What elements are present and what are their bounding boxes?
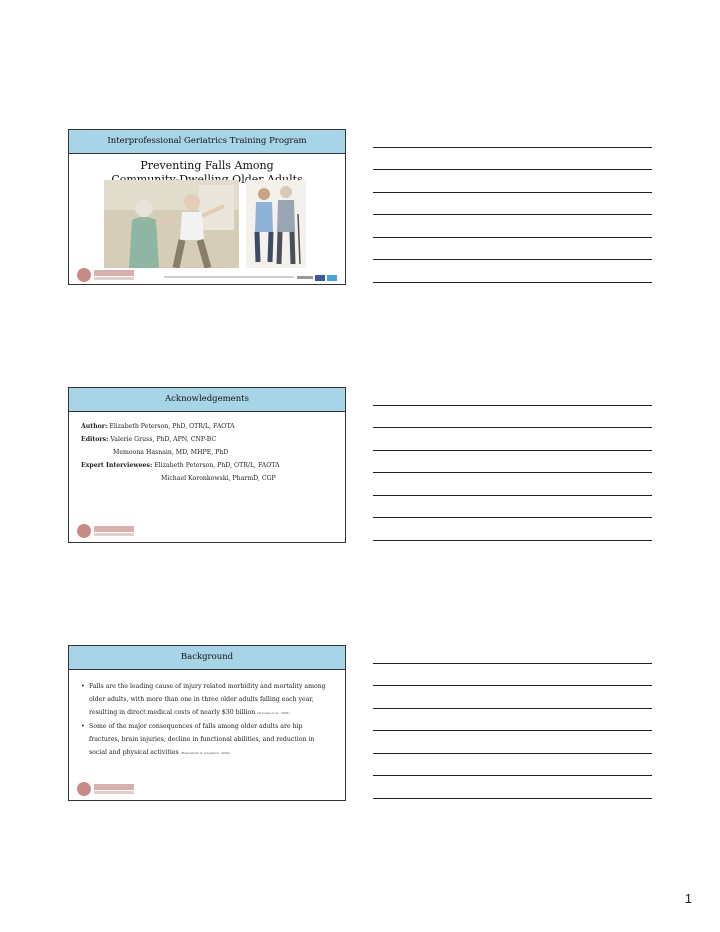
- slide-3: [68, 645, 346, 801]
- author-name: Elizabeth Peterson, PhD, OTR/L, FAOTA: [109, 423, 235, 430]
- facebook-icon: [315, 275, 325, 281]
- slide-3-header: Background: [69, 646, 345, 670]
- slide-2: [68, 387, 346, 543]
- slide-1-header: Interprofessional Geriatrics Training Program: [69, 130, 345, 154]
- expert-1: Elizabeth Peterson, PhD, OTR/L, FAOTA: [154, 462, 280, 469]
- university-logo: [77, 268, 137, 282]
- citation-2: (Rubenstein & Josephson, 2006): [180, 751, 230, 755]
- slide-2-header: Acknowledgements: [69, 388, 345, 412]
- author-label: Author:: [81, 423, 108, 430]
- background-bullet-1: • Falls are the leading cause of injury related morbidity and mortality among older adults, with more than one in three older adults falling each year, resulting in direct medical costs of nearly $30 billion (Stevens et al., 2006): [81, 680, 331, 720]
- experts-label: Expert Interviewees:: [81, 462, 153, 469]
- tai-chi-photo: [104, 180, 239, 268]
- editor-1: Valerie Gruss, PhD, APN, CNP-BC: [110, 436, 217, 443]
- university-logo: [77, 782, 137, 796]
- university-logo: [77, 524, 137, 538]
- page-number: 1: [684, 891, 692, 906]
- social-icons: [297, 275, 337, 281]
- expert-2: Michael Koronkowski, PharmD, CGP: [161, 475, 276, 482]
- background-list: [69, 670, 331, 760]
- walking-couple-photo: [246, 180, 306, 268]
- linkedin-icon: [327, 275, 337, 281]
- editors-label: Editors:: [81, 436, 109, 443]
- slide-1: [68, 129, 346, 285]
- slide-1-title-line1: Preventing Falls Among: [140, 159, 274, 172]
- footer-fine-print: [164, 276, 294, 278]
- citation-1: (Stevens et al., 2006): [257, 711, 290, 715]
- background-bullet-2: • Some of the major consequences of falls among older adults are hip fractures, brain injuries, decline in functional abilities, and reduction in social and physical activities (Rubenstein & Josephson, 2006): [81, 720, 331, 760]
- acknowledgements-body: [69, 412, 345, 485]
- editor-2: Memoona Hasnain, MD, MHPE, PhD: [113, 449, 229, 456]
